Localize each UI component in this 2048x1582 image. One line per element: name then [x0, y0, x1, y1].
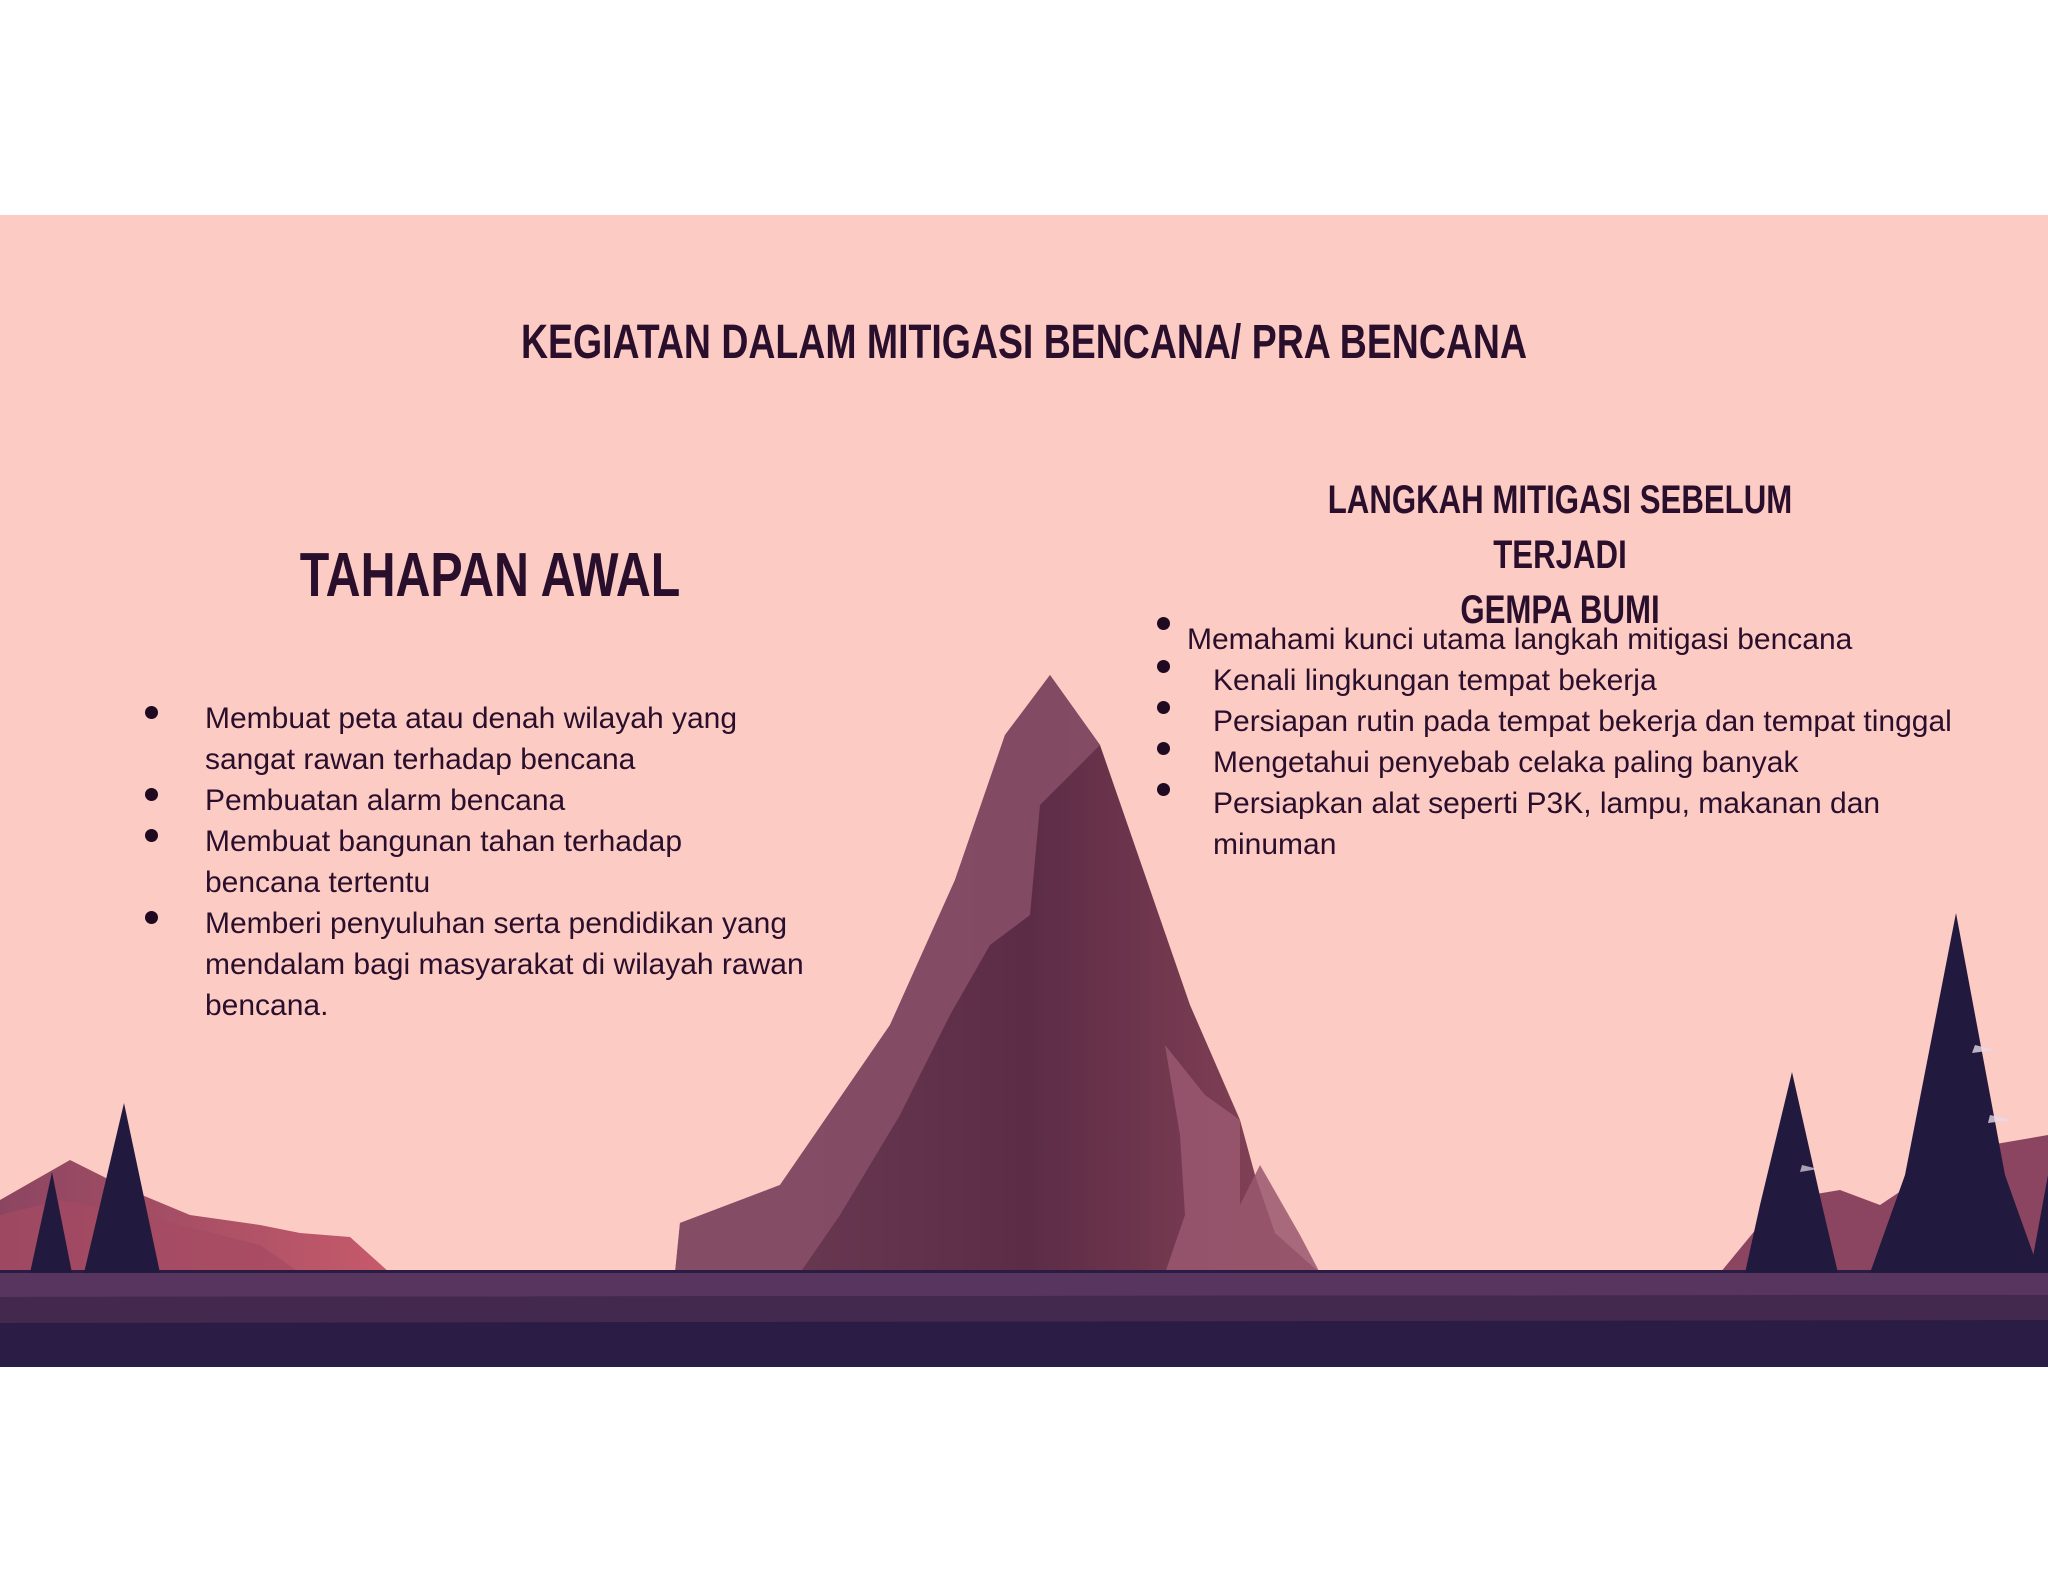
left-bullet-list [205, 698, 805, 1026]
bullet-icon [145, 829, 158, 842]
bullet-icon [145, 706, 158, 719]
list-item-text: Persiapan rutin pada tempat bekerja dan tempat tinggal [1213, 705, 1952, 738]
list-item [1213, 701, 1953, 742]
list-item-text: Memahami kunci utama langkah mitigasi bencana [1187, 623, 1853, 656]
list-item-text: Membuat bangunan tahan terhadap bencana tertentu [205, 825, 683, 899]
bullet-icon [1157, 660, 1170, 673]
list-item [205, 780, 805, 821]
slide [0, 215, 2048, 1367]
list-item [1213, 660, 1953, 701]
list-item-text: Pembuatan alarm bencana [205, 784, 566, 817]
right-column-heading-line1: LANGKAH MITIGASI SEBELUM TERJADI [1327, 478, 1793, 577]
list-item-text: Memberi penyuluhan serta pendidikan yang mendalam bagi masyarakat di wilayah rawan bencana. [205, 907, 804, 1022]
list-item-text: Membuat peta atau denah wilayah yang sangat rawan terhadap bencana [205, 702, 738, 776]
bullet-icon [1157, 783, 1170, 796]
bullet-icon [1157, 617, 1170, 630]
list-item [1213, 742, 1953, 783]
list-item [1187, 619, 1953, 660]
left-column-heading: TAHAPAN AWAL [299, 541, 681, 610]
bullet-icon [145, 911, 158, 924]
list-item [1213, 783, 1953, 865]
list-item [205, 698, 805, 780]
right-column-heading-line2: GEMPA BUMI [1460, 588, 1660, 632]
list-item-text: Mengetahui penyebab celaka paling banyak [1213, 746, 1799, 779]
bullet-icon [145, 788, 158, 801]
list-item [205, 821, 805, 903]
right-column-heading [1279, 473, 1841, 638]
list-item-text: Kenali lingkungan tempat bekerja [1213, 664, 1657, 697]
right-bullet-list [1187, 619, 1953, 865]
slide-title: KEGIATAN DALAM MITIGASI BENCANA/ PRA BENCANA [520, 316, 1528, 369]
bullet-icon [1157, 701, 1170, 714]
bullet-icon [1157, 742, 1170, 755]
list-item-text: Persiapkan alat seperti P3K, lampu, makanan dan minuman [1213, 787, 1881, 861]
list-item [205, 903, 805, 1026]
